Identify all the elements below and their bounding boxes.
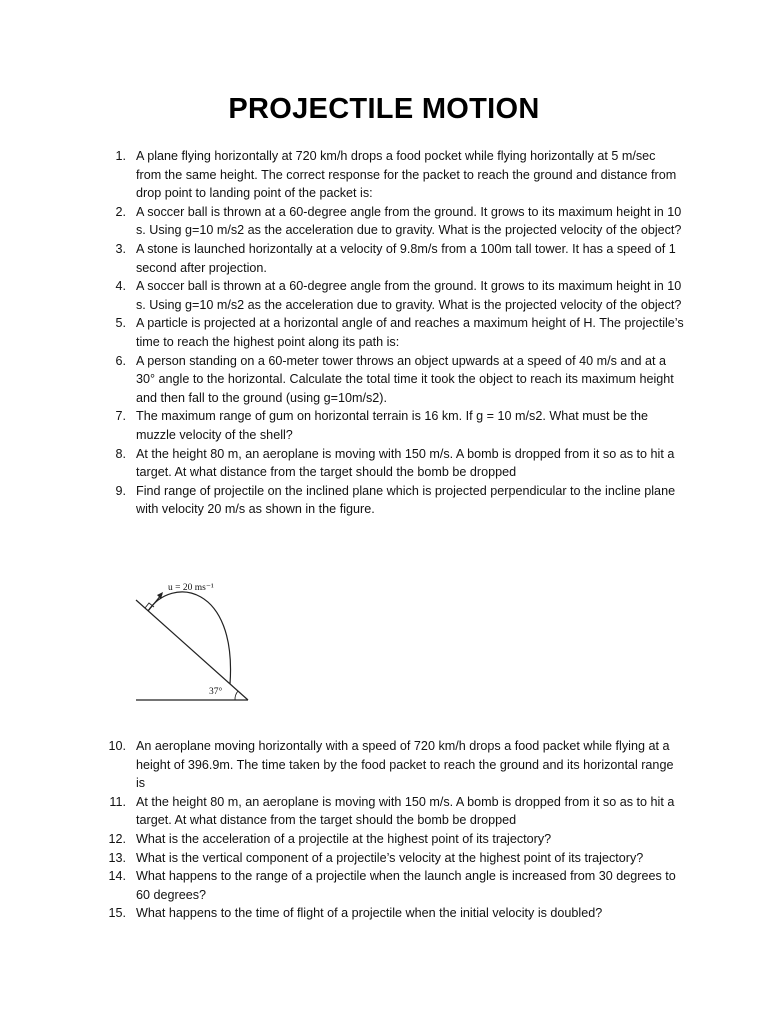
question-item (104, 147, 684, 203)
question-item (104, 203, 684, 240)
question-list-part2 (104, 737, 684, 923)
question-text: A stone is launched horizontally at a velocity of 9.8m/s from a 100m tall tower. It has a speed of 1 second after projection. (136, 241, 676, 275)
incline-line (136, 600, 248, 700)
question-text: A plane flying horizontally at 720 km/h drops a food pocket while flying horizontally at 5 m/sec from the same height. The correct response for the packet to reach the ground and distance from drop point to landing point of the packet is: (136, 149, 677, 201)
question-item (104, 849, 684, 868)
question-text: What happens to the range of a projectile when the launch angle is increased from 30 degrees to 60 degrees? (136, 869, 676, 902)
trajectory-curve (148, 592, 231, 684)
question-number: 6. (115, 353, 126, 368)
question-item (104, 482, 684, 519)
question-item (104, 277, 684, 314)
question-list-part1 (104, 147, 684, 519)
question-text: What is the vertical component of a projectile’s velocity at the highest point of its trajectory? (136, 850, 644, 865)
question-number: 5. (115, 316, 126, 331)
angle-label: 37° (209, 687, 223, 697)
question-number: 2. (115, 204, 126, 219)
question-number: 11. (109, 794, 126, 809)
question-item (104, 867, 684, 904)
question-number: 9. (115, 483, 126, 498)
question-number: 3. (115, 241, 126, 256)
question-text: The maximum range of gum on horizontal terrain is 16 km. If g = 10 m/s2. What must be the muzzle velocity of the shell? (136, 409, 649, 442)
question-number: 15. (108, 906, 126, 921)
question-text: A person standing on a 60-meter tower throws an object upwards at a speed of 40 m/s and at a 30° angle to the horizontal. Calculate the total time it took the object to reach its maximum height and then fall to the ground (using g=10m/s2). (136, 353, 674, 405)
question-item (104, 445, 684, 482)
question-item (104, 904, 684, 923)
question-text: A soccer ball is thrown at a 60-degree angle from the ground. It grows to its maximum height in 10 s. Using g=10 m/s2 as the acceleration due to gravity. What is the projected velocity of the object? (136, 204, 682, 238)
question-text: What is the acceleration of a projectile at the highest point of its trajectory? (136, 831, 552, 846)
question-text: A soccer ball is thrown at a 60-degree angle from the ground. It grows to its maximum height in 10 s. Using g=10 m/s2 as the acceleration due to gravity. What is the projected velocity of the object? (136, 279, 682, 312)
question-text: At the height 80 m, an aeroplane is moving with 150 m/s. A bomb is dropped from it so as to hit a target. At what distance from the target should the bomb be dropped (136, 446, 675, 480)
question-item (104, 352, 684, 408)
question-number: 7. (115, 409, 126, 424)
page-title: PROJECTILE MOTION (228, 93, 540, 125)
question-item (104, 830, 684, 849)
question-item (104, 407, 684, 444)
question-number: 1. (115, 149, 126, 163)
question-number: 13. (108, 850, 126, 865)
question-text: A particle is projected at a horizontal angle of and reaches a maximum height of H. The projectile’s time to reach the highest point along its path is: (136, 316, 684, 349)
question-item (104, 793, 684, 830)
question-item (104, 737, 684, 793)
question-text: At the height 80 m, an aeroplane is moving with 150 m/s. A bomb is dropped from it so as to hit a target. At what distance from the target should the bomb be dropped (136, 794, 675, 828)
question-item (104, 240, 684, 277)
question-number: 14. (108, 869, 126, 884)
inclined-plane-figure (132, 575, 252, 705)
question-text: Find range of projectile on the inclined plane which is projected perpendicular to the incline plane with velocity 20 m/s as shown in the figure. (136, 483, 676, 517)
velocity-label: u = 20 ms⁻¹ (168, 583, 214, 593)
question-item (104, 314, 684, 351)
question-number: 10. (108, 739, 126, 753)
question-number: 4. (115, 279, 126, 294)
question-text: An aeroplane moving horizontally with a speed of 720 km/h drops a food packet while flying at a height of 396.9m. The time taken by the food packet to reach the ground and its horizontal range is (136, 739, 674, 791)
question-number: 8. (115, 446, 126, 461)
question-text: What happens to the time of flight of a projectile when the initial velocity is doubled? (136, 906, 603, 921)
angle-arc (235, 691, 238, 700)
question-number: 12. (108, 831, 126, 846)
